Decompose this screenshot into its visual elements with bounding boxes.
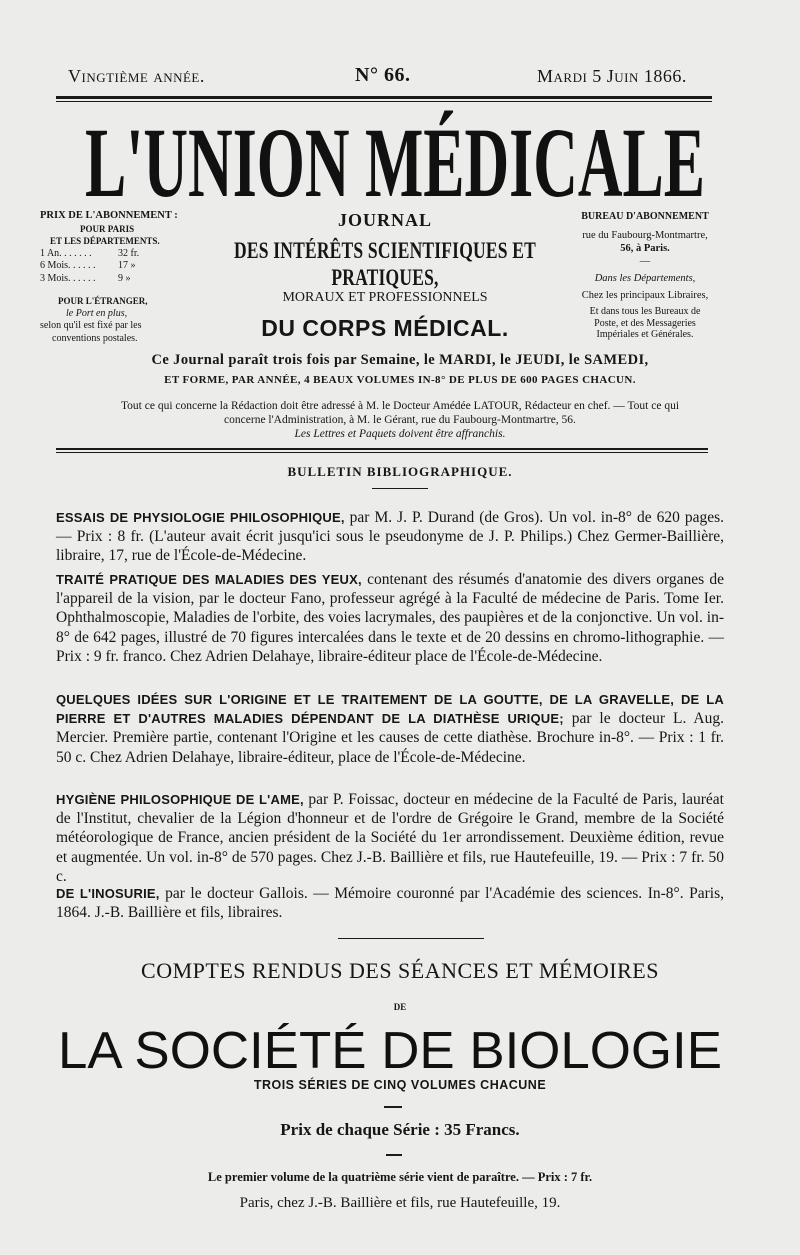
bureau-line2: Chez les principaux Libraires, xyxy=(581,290,709,301)
publication-line1: Ce Journal paraît trois fois par Semaine, le MARDI, le JEUDI, le SAMEDI, xyxy=(151,352,649,368)
bureau-line5: Impériales et Générales. xyxy=(596,329,694,340)
rate-row xyxy=(40,260,200,273)
bureau-line4: Poste, et des Messageries xyxy=(594,317,696,329)
rates-list xyxy=(40,248,200,286)
rate-row xyxy=(40,248,200,261)
advert-dash2 xyxy=(386,1154,402,1156)
entry-text: par P. Foissac, docteur en médecine de la Faculté de Paris, lauréat de l'Institut, chevalier de la Légion d'honneur et de l'ordre de Grégoire le Grand, membre de la Société météorologique de France, ancien président de la Société du 1er arrondissement. Deuxième édition, revue et augmentée. Un vol. in-8° de 570 pages. Chez J.-B. Baillière et fils, rue Hautefeuille, 19. — Prix : 7 fr. 50 c. xyxy=(56,791,724,885)
notice-rule-thin xyxy=(56,452,708,453)
masthead-title xyxy=(80,108,710,204)
issue-date: Mardi 5 Juin 1866. xyxy=(537,66,687,86)
bulletin-end-rule xyxy=(338,938,484,939)
advert-de: DE xyxy=(393,1002,407,1012)
entry-text: contenant des résumés d'anatomie des divers organes de l'appareil de la vision, par le docteur Fano, professeur agrégé à la Faculté de médecine de Paris. Tome Ier. Ophthalmoscopie, Maladies de l'orbite, des voies lacrymales, des paupières et de la conjonctive. Un vol. in-8° de 642 pages, illustré de 70 figures intercalées dans le texte et de 20 dessins en chromo-lithographie. — Prix : 9 fr. franco. Chez Adrien Delahaye, libraire-éditeur place de l'École-de-Médecine. xyxy=(56,571,724,665)
foreign-line2: le Port en plus, xyxy=(66,307,128,319)
rate-price: 17 » xyxy=(118,260,136,271)
notice-line1: Tout ce qui concerne la Rédaction doit être adressé à M. le Docteur Amédée LATOUR, Rédacteur en chef. — Tout ce qui xyxy=(120,400,680,412)
header-rule-thin xyxy=(56,101,712,102)
rate-price: 32 fr. xyxy=(118,247,140,259)
advert-sub: TROIS SÉRIES DE CINQ VOLUMES CHACUNE xyxy=(253,1078,547,1092)
bulletin-title: BULLETIN BIBLIOGRAPHIQUE. xyxy=(287,464,513,479)
advert-price: Prix de chaque Série : 35 Francs. xyxy=(280,1120,520,1139)
bulletin-entry xyxy=(56,790,724,886)
bulletin-entry xyxy=(56,508,724,566)
bureau-line3: Et dans tous les Bureaux de xyxy=(589,306,701,317)
bulletin-rule xyxy=(372,488,428,489)
rate-term: 6 Mois. . . . . . xyxy=(40,260,96,271)
foreign-line3: selon qu'il est fixé par les xyxy=(40,320,142,331)
notice-rule xyxy=(56,448,708,450)
bureau-dash: — xyxy=(639,256,651,267)
advert-title xyxy=(56,1018,724,1074)
journal-line2: MORAUX ET PROFESSIONNELS xyxy=(282,290,488,305)
subscription-block xyxy=(40,210,200,345)
advert-title-text: LA SOCIÉTÉ DE BIOLOGIE xyxy=(58,1022,722,1074)
rate-term: 1 An. . . . . . . xyxy=(40,247,92,259)
publication-line2: ET FORME, PAR ANNÉE, 4 BEAUX VOLUMES IN-8° DE PLUS DE 600 PAGES CHACUN. xyxy=(164,374,636,386)
entry-head: QUELQUES IDÉES SUR L'ORIGINE ET LE TRAITEMENT DE LA GOUTTE, DE LA GRAVELLE, DE LA PIERRE ET D'AUTRES MALADIES DÉPENDANT DE LA DIATHÈSE URIQUE; xyxy=(56,692,724,727)
bureau-address1: rue du Faubourg-Montmartre, xyxy=(582,230,708,241)
notice-line2: concerne l'Administration, à M. le Gérant, rue du Faubourg-Montmartre, 56. xyxy=(224,414,576,426)
issue-number: N° 66. xyxy=(355,64,411,86)
bulletin-entry xyxy=(56,570,724,666)
entry-text: par le docteur Gallois. — Mémoire couronné par l'Académie des sciences. In-8°. Paris, 1864. J.-B. Baillière et fils, libraires. xyxy=(56,885,724,922)
rate-row xyxy=(40,273,200,286)
bureau-block xyxy=(572,210,718,341)
paris-line1: POUR PARIS xyxy=(80,223,135,234)
bulletin-entry xyxy=(56,884,724,922)
entry-head: HYGIÈNE PHILOSOPHIQUE DE L'AME, xyxy=(56,792,304,807)
foreign-line1: POUR L'ÉTRANGER, xyxy=(58,296,148,306)
entry-text: par le docteur L. Aug. Mercier. Première partie, contenant l'Origine et les causes de cette diathèse. Brochure in-8°. — Prix : 1 fr. 50 c. Chez Adrien Delahaye, libraire-éditeur, place de l'École-de-Médecine. xyxy=(56,710,724,766)
journal-line3: DU CORPS MÉDICAL. xyxy=(261,315,509,341)
advert-line1: COMPTES RENDUS DES SÉANCES ET MÉMOIRES xyxy=(141,958,659,983)
journal-line1: DES INTÉRÊTS SCIENTIFIQUES ET PRATIQUES, xyxy=(234,237,536,291)
advert-dash1 xyxy=(384,1106,402,1108)
entry-head: TRAITÉ PRATIQUE DES MALADIES DES YEUX, xyxy=(56,572,362,587)
journal-subtitle-block xyxy=(190,210,580,342)
foreign-line4: conventions postales. xyxy=(52,332,138,344)
subscription-heading: PRIX DE L'ABONNEMENT : xyxy=(40,210,178,221)
edition-label: Vingtième année. xyxy=(68,66,205,86)
paris-line2: ET LES DÉPARTEMENTS. xyxy=(50,236,160,246)
journal-label: JOURNAL xyxy=(337,210,432,230)
bureau-line1: Dans les Départements, xyxy=(594,273,696,284)
masthead-text: L'UNION MÉDICALE xyxy=(85,108,705,204)
bulletin-entry xyxy=(56,690,724,767)
bureau-address2: 56, à Paris. xyxy=(620,243,670,254)
header-rule-thick xyxy=(56,96,712,99)
entry-text: par M. J. P. Durand (de Gros). Un vol. in-8° de 620 pages. — Prix : 8 fr. (L'auteur avait écrit jusqu'ici sous le pseudonyme de J. P. Philips.) Chez Germer-Baillière, libraire, 17, rue de l'École-de-Médecine. xyxy=(56,509,725,565)
entry-head: DE L'INOSURIE, xyxy=(56,886,160,901)
advert-note: Le premier volume de la quatrième série vient de paraître. — Prix : 7 fr. xyxy=(207,1170,593,1184)
entry-head: ESSAIS DE PHYSIOLOGIE PHILOSOPHIQUE, xyxy=(56,510,345,525)
bureau-heading: BUREAU D'ABONNEMENT xyxy=(581,211,709,222)
notice-line3: Les Lettres et Paquets doivent être affranchis. xyxy=(294,428,506,440)
rate-term: 3 Mois. . . . . . xyxy=(40,272,96,284)
rate-price: 9 » xyxy=(118,272,131,284)
advert-publisher: Paris, chez J.-B. Baillière et fils, rue Hautefeuille, 19. xyxy=(239,1195,561,1211)
